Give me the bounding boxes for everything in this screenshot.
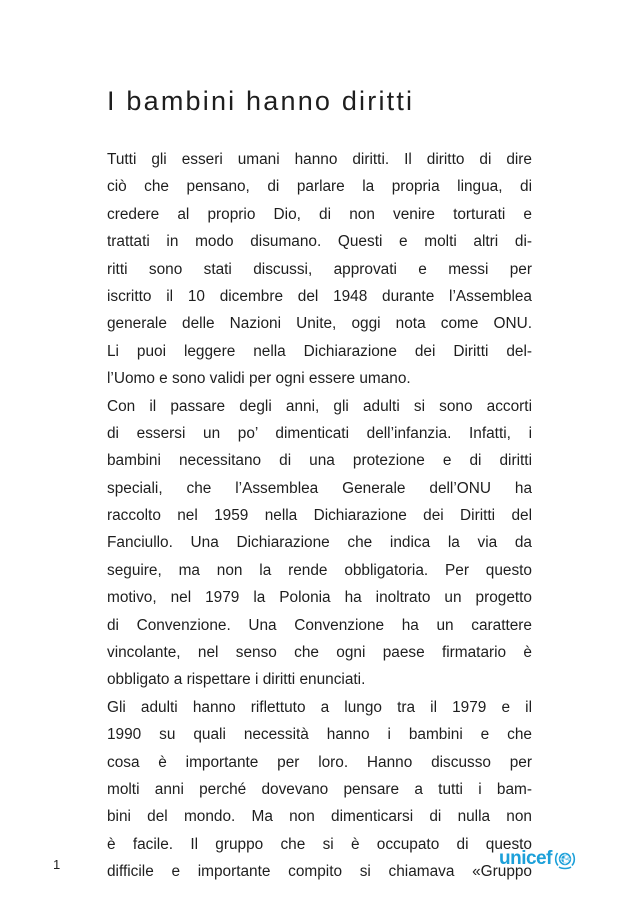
text-line: motivo, nel 1979 la Polonia ha inoltrato un progetto (107, 589, 532, 607)
unicef-logo (499, 846, 576, 872)
text-line: Con il passare degli anni, gli adulti si sono accorti (107, 397, 532, 415)
text-line: cosa è importante per loro. Hanno discusso per (107, 753, 532, 771)
text-line: 1990 su quali necessità hanno i bambini e che (107, 726, 532, 744)
text-line: credere al proprio Dio, di non venire torturati e (107, 205, 532, 223)
text-line: ciò che pensano, di parlare la propria lingua, di (107, 178, 532, 196)
text-line: è facile. Il gruppo che si è occupato di questo (107, 835, 532, 853)
text-line: Fanciullo. Una Dichiarazione che indica la via da (107, 534, 532, 552)
text-line: iscritto il 10 dicembre del 1948 durante l’Assemblea (107, 287, 532, 305)
text-line: molti anni perché dovevano pensare a tutti i bam- (107, 780, 532, 798)
text-line: Tutti gli esseri umani hanno diritti. Il diritto di dire (107, 151, 532, 168)
text-line: raccolto nel 1959 nella Dichiarazione dei Diritti del (107, 507, 532, 525)
text-line: seguire, ma non la rende obbligatoria. Per questo (107, 561, 532, 579)
text-line: Gli adulti hanno riflettuto a lungo tra il 1979 e il (107, 698, 532, 716)
text-line: trattati in modo disumano. Questi e molti altri di- (107, 233, 532, 251)
text-line: di Convenzione. Una Convenzione ha un carattere (107, 616, 532, 634)
text-line: vincolante, nel senso che ogni paese firmatario è (107, 644, 532, 662)
page-number: 1 (53, 857, 61, 872)
text-line: difficile e importante compito si chiamava «Gruppo (107, 863, 532, 881)
text-line: ritti sono stati discussi, approvati e messi per (107, 260, 532, 278)
logo-wordmark: unicef (499, 848, 552, 869)
text-line: bambini necessitano di una protezione e di diritti (107, 452, 532, 470)
unicef-emblem-icon (554, 848, 576, 870)
text-line: l’Uomo e sono validi per ogni essere umano. (107, 370, 411, 388)
text-line: obbligato a rispettare i diritti enunciati. (107, 671, 366, 689)
text-line: speciali, che l’Assemblea Generale dell’ONU ha (107, 479, 532, 497)
text-line: Li puoi leggere nella Dichiarazione dei Diritti del- (107, 342, 532, 360)
page-title: I bambini hanno diritti (107, 86, 415, 116)
text-line: generale delle Nazioni Unite, oggi nota come ONU. (107, 315, 532, 333)
body-text (107, 146, 532, 886)
text-line: di essersi un po’ dimenticati dell’infanzia. Infatti, i (107, 424, 532, 442)
text-line: bini del mondo. Ma non dimenticarsi di nulla non (107, 808, 532, 826)
